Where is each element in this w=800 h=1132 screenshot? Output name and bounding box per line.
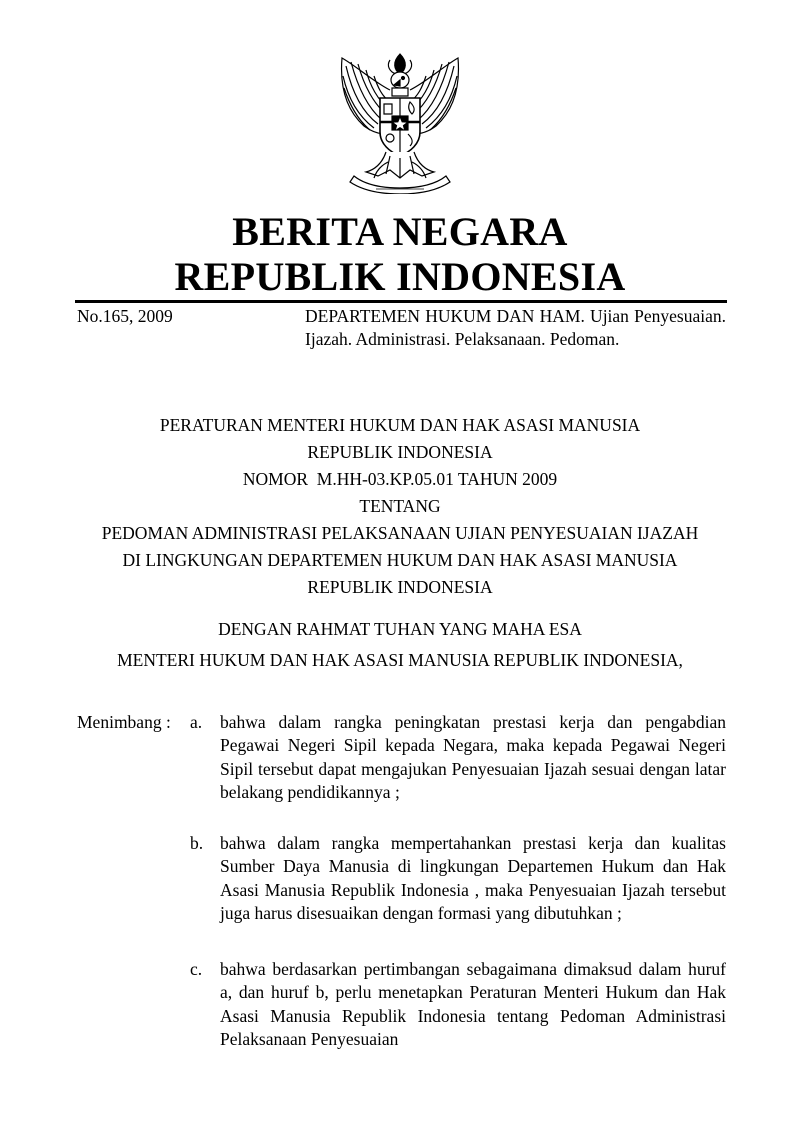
masthead-rule — [75, 300, 727, 303]
item-letter: a. — [190, 712, 203, 732]
issue-number: No.165, 2009 — [77, 306, 173, 326]
regulation-title-line: NOMOR M.HH-03.KP.05.01 TAHUN 2009 — [242, 469, 558, 489]
regulation-title-line: REPUBLIK INDONESIA — [307, 577, 493, 597]
regulation-title-line: REPUBLIK INDONESIA — [307, 442, 493, 462]
regulation-title-line: TENTANG — [359, 496, 441, 516]
invocation: DENGAN RAHMAT TUHAN YANG MAHA ESA — [218, 619, 582, 639]
considering-label: Menimbang : — [77, 712, 171, 732]
opening-block — [0, 614, 800, 676]
item-text: bahwa berdasarkan pertimbangan sebagaimana dimaksud dalam huruf a, dan huruf b, perlu menetapkan Peraturan Menteri Hukum dan Hak Asasi Manusia Republik Indonesia tentang Pedoman Administrasi Pelaksanaan Penyesuaian — [220, 959, 726, 1049]
item-text: bahwa dalam rangka mempertahankan prestasi kerja dan kualitas Sumber Daya Manusia di lingkungan Departemen Hukum dan Hak Asasi Manusia Republik Indonesia , maka Penyesuaian Ijazah tersebut juga harus disesuaikan dengan formasi yang dibutuhkan ; — [220, 833, 726, 923]
issuing-authority: MENTERI HUKUM DAN HAK ASASI MANUSIA REPUBLIK INDONESIA, — [117, 650, 683, 670]
regulation-title-line: PERATURAN MENTERI HUKUM DAN HAK ASASI MANUSIA — [159, 415, 641, 435]
regulation-title-line: PEDOMAN ADMINISTRASI PELAKSANAAN UJIAN PENYESUAIAN IJAZAH — [101, 523, 699, 543]
considering-item — [190, 711, 726, 804]
masthead-line-2: REPUBLIK INDONESIA — [174, 254, 626, 299]
considering-item — [190, 958, 726, 1051]
masthead-line-1: BERITA NEGARA — [232, 209, 568, 254]
issue-subject: DEPARTEMEN HUKUM DAN HAM. Ujian Penyesuaian. Ijazah. Administrasi. Pelaksanaan. Pedoman. — [305, 306, 726, 349]
garuda-emblem — [334, 52, 466, 194]
considering-item — [190, 832, 726, 925]
item-text: bahwa dalam rangka peningkatan prestasi kerja dan pengabdian Pegawai Negeri Sipil kepada Negara, maka kepada Pegawai Negeri Sipil tersebut dapat mengajukan Penyesuaian Ijazah sesuai dengan latar belakang pendidikannya ; — [220, 712, 726, 802]
regulation-title-line: DI LINGKUNGAN DEPARTEMEN HUKUM DAN HAK ASASI MANUSIA — [122, 550, 678, 570]
regulation-title — [0, 412, 800, 601]
item-letter: c. — [190, 959, 203, 979]
item-letter: b. — [190, 833, 204, 853]
